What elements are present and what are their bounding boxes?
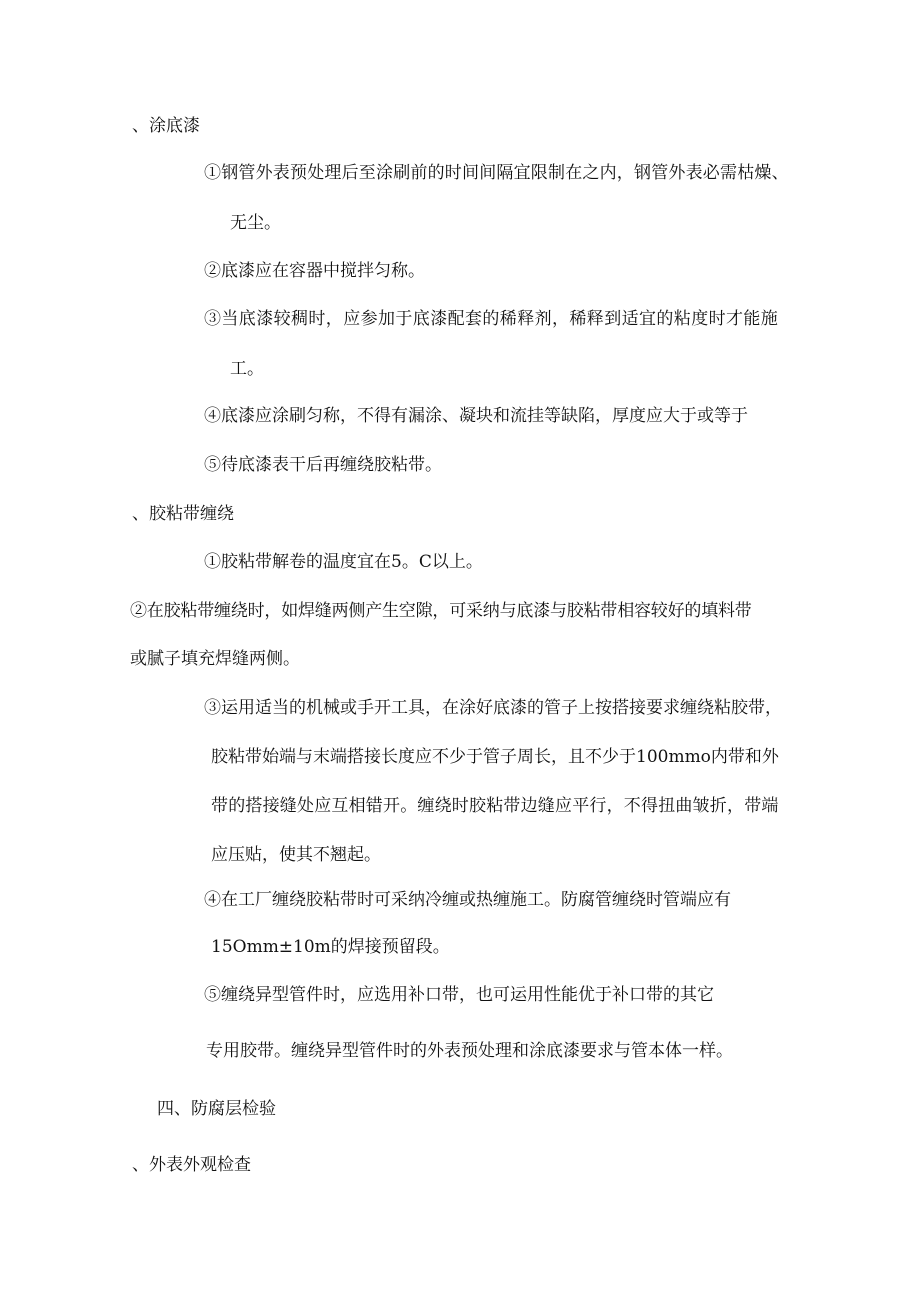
tape-item-3-line-4: 应压贴，使其不翘起。	[211, 845, 381, 865]
coating-item-4: ④底漆应涂刷匀称，不得有漏涂、凝块和流挂等缺陷，厚度应大于或等于	[204, 406, 748, 426]
tape-item-3-line-1: ③运用适当的机械或手开工具，在涂好底漆的管子上按搭接要求缠绕粘胶带，	[204, 698, 782, 718]
tape-item-5-line-2: 专用胶带。缠绕异型管件时的外表预处理和涂底漆要求与管本体一样。	[206, 1041, 733, 1061]
tape-item-4-line-2: 15Omm±10m的焊接预留段。	[211, 937, 450, 957]
coating-item-3-line-2: 工。	[230, 359, 264, 379]
tape-item-2-line-1: ②在胶粘带缠绕时，如焊缝两侧产生空隙，可采纳与底漆与胶粘带相容较好的填料带	[130, 601, 752, 621]
coating-item-2: ②底漆应在容器中搅拌匀称。	[204, 261, 425, 281]
tape-item-2-line-2: 或腻子填充焊缝两侧。	[130, 649, 300, 669]
tape-item-1: ①胶粘带解卷的温度宜在5。C以上。	[204, 552, 483, 572]
coating-item-1-line-1: ①钢管外表预处理后至涂刷前的时间间隔宜限制在之内，钢管外表必需枯燥、	[204, 163, 789, 183]
tape-item-5-line-1: ⑤缠绕异型管件时，应选用补口带，也可运用性能优于补口带的其它	[204, 985, 714, 1005]
section-heading-tape: 、胶粘带缠绕	[132, 504, 234, 524]
tape-item-3-line-2: 胶粘带始端与末端搭接长度应不少于管子周长，且不少于100mmo内带和外	[211, 747, 779, 767]
coating-item-5: ⑤待底漆表干后再缠绕胶粘带。	[204, 455, 442, 475]
coating-item-1-line-2: 无尘。	[230, 213, 281, 233]
coating-item-3-line-1: ③当底漆较稠时，应参加于底漆配套的稀释剂，稀释到适宜的粘度时才能施	[204, 309, 779, 329]
sub-heading-appearance-check: 、外表外观检查	[132, 1155, 251, 1175]
tape-item-4-line-1: ④在工厂缠绕胶粘带时可采纳冷缠或热缠施工。防腐管缠绕时管端应有	[204, 890, 731, 910]
section-heading-coating: 、涂底漆	[132, 116, 200, 136]
tape-item-3-line-3: 带的搭接缝处应互相错开。缠绕时胶粘带边缝应平行，不得扭曲皱折，带端	[211, 796, 779, 816]
section-heading-inspection: 四、防腐层检验	[157, 1099, 276, 1119]
